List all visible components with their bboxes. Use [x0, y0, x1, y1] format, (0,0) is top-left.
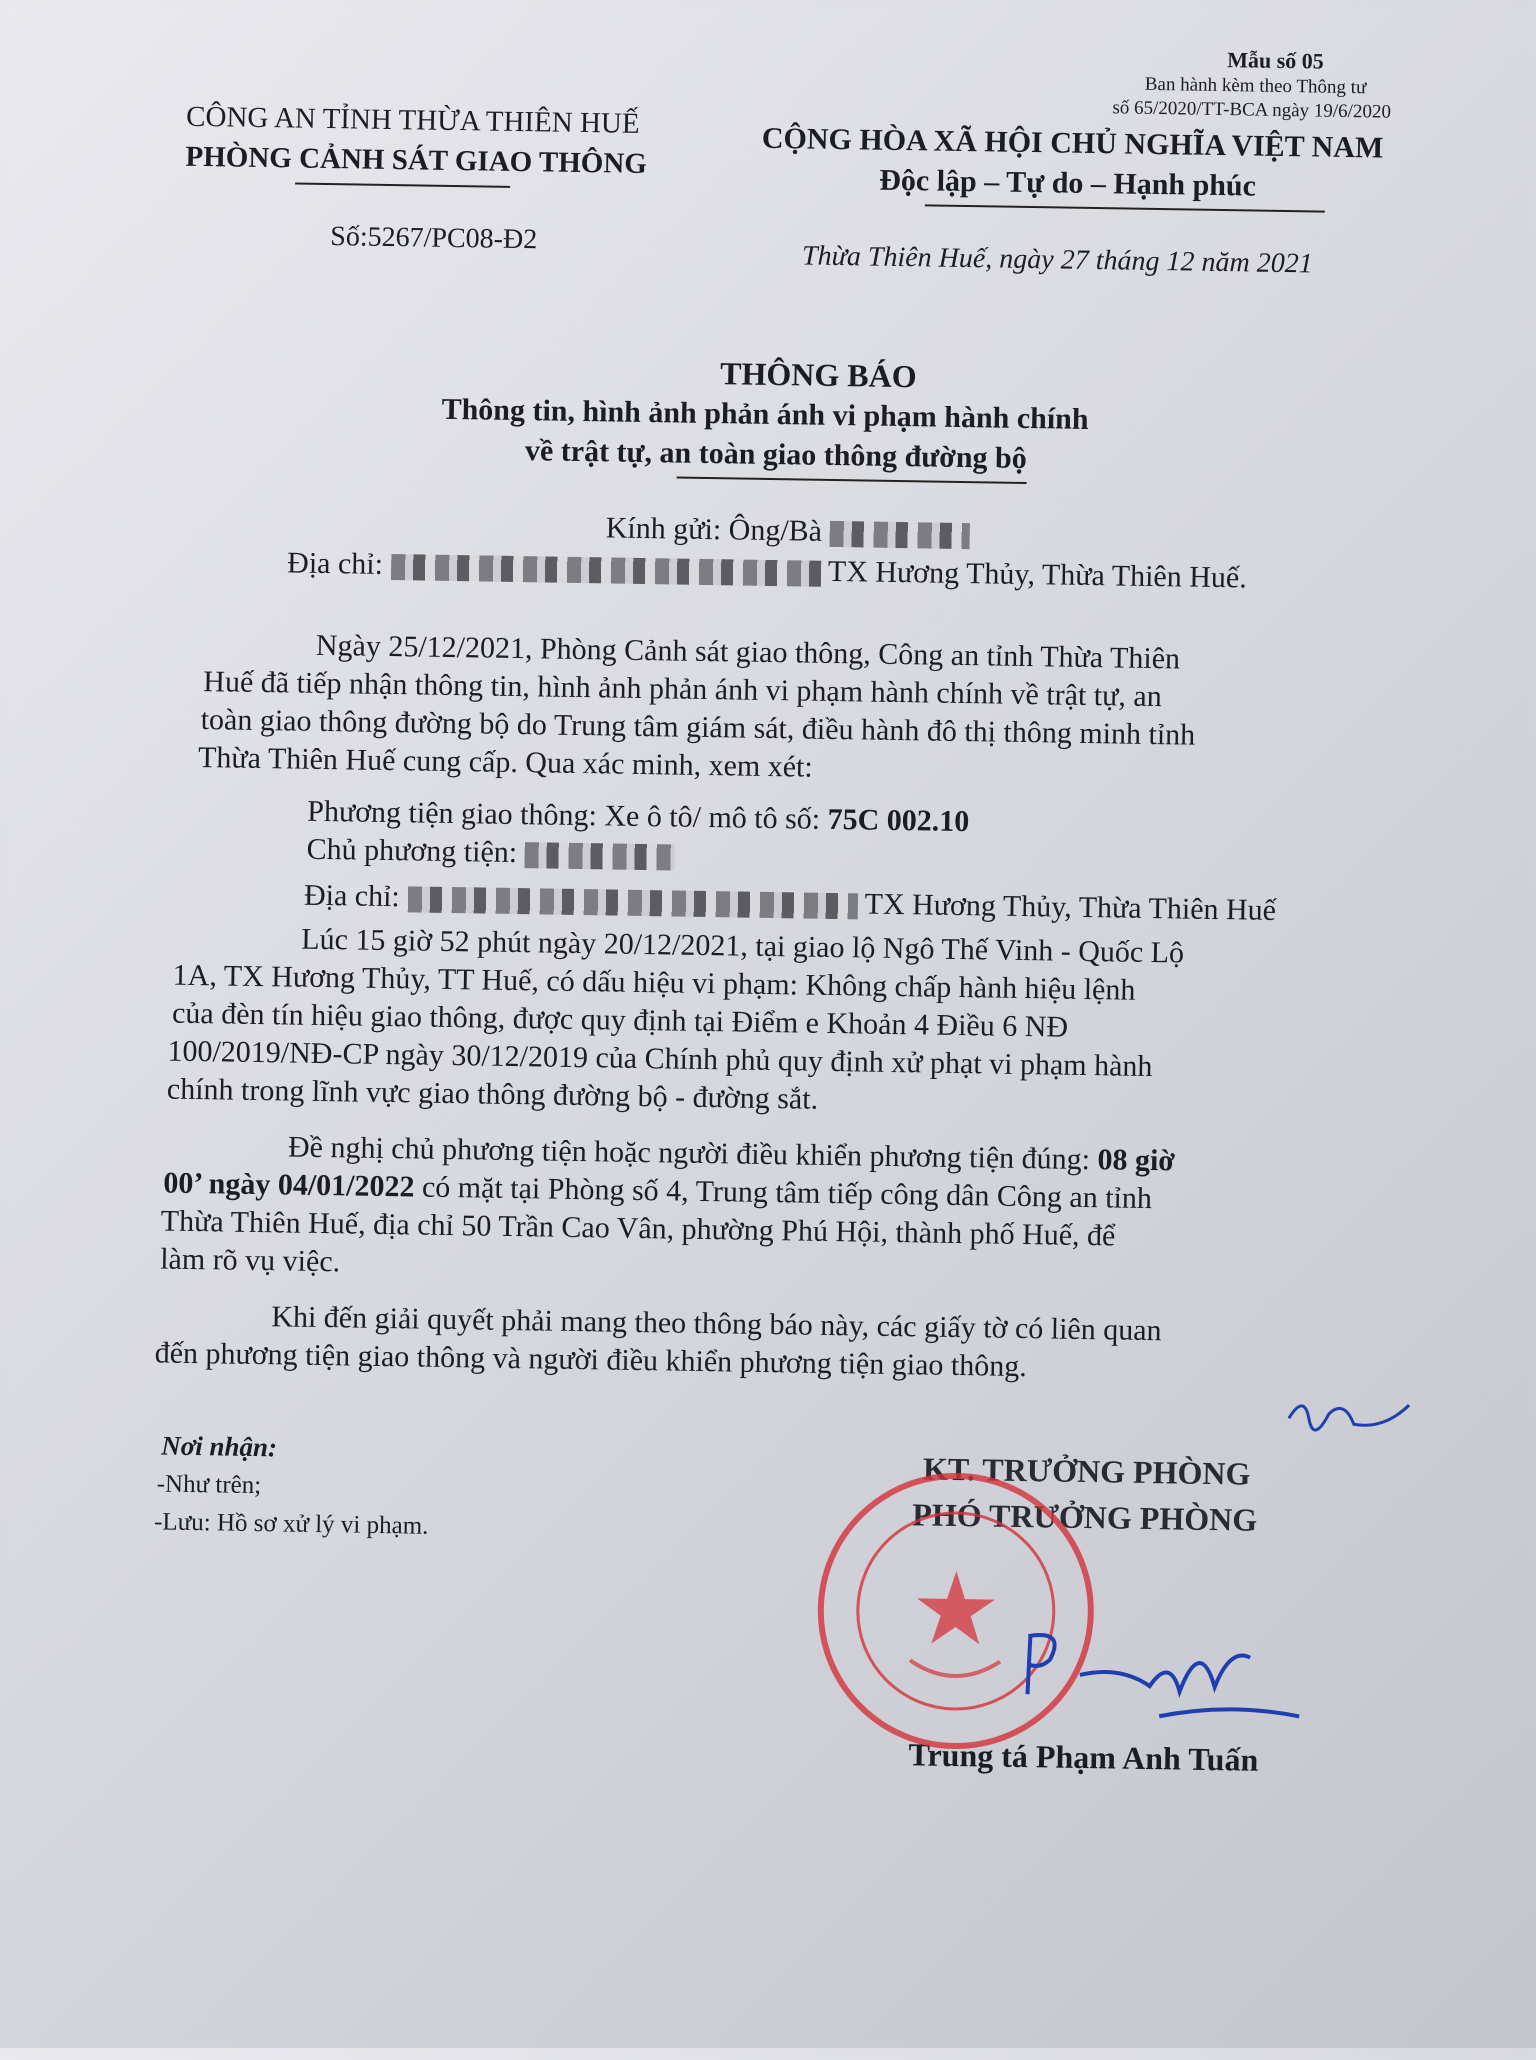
- vehicle-label: Phương tiện giao thông: Xe ô tô/ mô tô số:: [307, 794, 821, 836]
- body-p4-line2: đến phương tiện giao thông và người điều khiển phương tiện giao thông.: [154, 1336, 1028, 1384]
- form-number: Mẫu số 05: [1227, 47, 1324, 74]
- body-p2-line4: 100/2019/NĐ-CP ngày 30/12/2019 của Chính phủ quy định xử phạt vi phạm hành: [167, 1034, 1153, 1084]
- form-ref-line1: Ban hành kèm theo Thông tư: [1144, 73, 1367, 99]
- body-p1-line3: toàn giao thông đường bộ do Trung tâm giám sát, điều hành đô thị thông minh tỉnh: [200, 703, 1196, 752]
- body-p1-line1: Ngày 25/12/2021, Phòng Cảnh sát giao thông, Công an tỉnh Thừa Thiên: [315, 628, 1181, 676]
- body-p3-line1-text: Đề nghị chủ phương tiện hoặc người điều khiển phương tiện đúng:: [287, 1130, 1091, 1177]
- document-subtitle-1: Thông tin, hình ảnh phản ánh vi phạm hành chính: [441, 392, 1089, 436]
- signature-title-2: PHÓ TRƯỞNG PHÒNG: [912, 1496, 1258, 1538]
- handwritten-signature: [1009, 1614, 1311, 1729]
- body-p3-line2-text: có mặt tại Phòng số 4, Trung tâm tiếp công dân Công an tỉnh: [421, 1170, 1153, 1216]
- owner-address-line: [304, 877, 1277, 930]
- document-title: THÔNG BÁO: [719, 355, 917, 395]
- redacted-owner-address: [408, 886, 858, 919]
- body-p3-line4: làm rõ vụ việc.: [159, 1242, 341, 1279]
- place-date: Thừa Thiên Huế, ngày 27 tháng 12 năm 2021: [801, 240, 1313, 280]
- redacted-address: [391, 554, 821, 587]
- recipients-label: Nơi nhận:: [161, 1430, 278, 1463]
- country-name: CỘNG HÒA XÃ HỘI CHỦ NGHĨA VIỆT NAM: [761, 121, 1384, 165]
- recipients-item-1: -Như trên;: [156, 1470, 262, 1500]
- stamp-star-icon: [916, 1570, 995, 1644]
- department-underline: [295, 182, 510, 187]
- redacted-name: [830, 521, 970, 549]
- department-name: PHÒNG CẢNH SÁT GIAO THÔNG: [185, 140, 648, 180]
- document-number: Số:5267/PC08-Đ2: [330, 221, 538, 256]
- form-ref-line2: số 65/2020/TT-BCA ngày 19/6/2020: [1112, 97, 1392, 123]
- owner-line: [306, 831, 675, 875]
- recipient-address-label: Địa chỉ:: [286, 546, 384, 581]
- appointment-date: 00’ ngày 04/01/2022: [163, 1166, 415, 1204]
- vehicle-plate: 75C 002.10: [827, 802, 970, 839]
- appointment-hour: 08 giờ: [1097, 1143, 1176, 1178]
- body-p1-line4: Thừa Thiên Huế cung cấp. Qua xác minh, xem xét:: [197, 741, 813, 784]
- body-p4-line1: Khi đến giải quyết phải mang theo thông báo này, các giấy tờ có liên quan: [271, 1300, 1162, 1348]
- body-p2-line2: 1A, TX Hương Thủy, TT Huế, có dấu hiệu vi phạm: Không chấp hành hiệu lệnh: [172, 958, 1136, 1007]
- signature-title-1: KT. TRƯỞNG PHÒNG: [922, 1450, 1251, 1492]
- title-underline: [677, 476, 1027, 483]
- body-p2-line3: của đèn tín hiệu giao thông, được quy định tại Điểm e Khoản 4 Điều 6 NĐ: [171, 996, 1069, 1044]
- body-p2-line1: Lúc 15 giờ 52 phút ngày 20/12/2021, tại giao lộ Ngô Thế Vinh - Quốc Lộ: [301, 922, 1185, 970]
- body-p3-line3: Thừa Thiên Huế, địa chỉ 50 Trần Cao Vân, phường Phú Hội, thành phố Huế, để: [160, 1204, 1116, 1253]
- recipient-address-line: [287, 544, 1247, 597]
- recipient-greeting: Kính gửi: Ông/Bà: [605, 511, 823, 548]
- recipients-item-2: -Lưu: Hồ sơ xử lý vi phạm.: [153, 1508, 429, 1540]
- agency-name: CÔNG AN TỈNH THỪA THIÊN HUẾ: [185, 100, 640, 140]
- national-motto: Độc lập – Tự do – Hạnh phúc: [879, 163, 1257, 203]
- body-p2-line5: chính trong lĩnh vực giao thông đường bộ - đường sắt.: [166, 1072, 819, 1116]
- recipient-line: [605, 509, 970, 553]
- signatory-name: Trung tá Phạm Anh Tuấn: [908, 1736, 1259, 1778]
- owner-address-label: Địa chỉ:: [303, 878, 401, 914]
- motto-underline: [925, 204, 1325, 212]
- document-subtitle-2: về trật tự, an toàn giao thông đường bộ: [524, 434, 1028, 475]
- recipient-address-suffix: TX Hương Thủy, Thừa Thiên Huế.: [827, 554, 1247, 595]
- body-p1-line2: Huế đã tiếp nhận thông tin, hình ảnh phản ánh vi phạm hành chính về trật tự, an: [203, 665, 1162, 714]
- initial-mark: [1283, 1388, 1414, 1450]
- owner-label: Chủ phương tiện:: [306, 832, 518, 870]
- redacted-owner: [525, 842, 675, 870]
- owner-address-suffix: TX Hương Thủy, Thừa Thiên Huế: [864, 887, 1277, 927]
